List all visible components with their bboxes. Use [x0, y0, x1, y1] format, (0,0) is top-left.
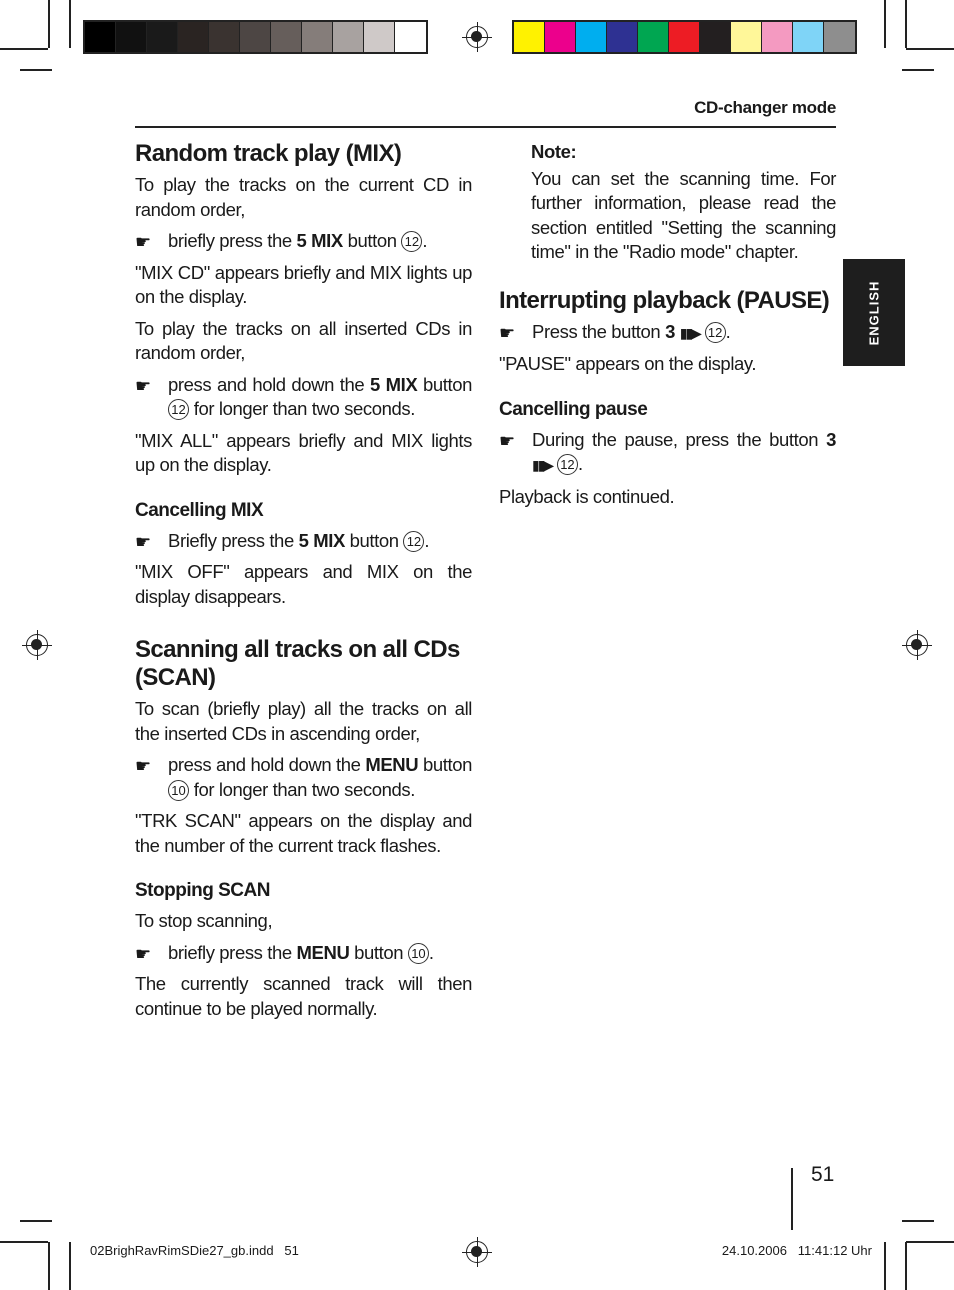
button-number-badge: 12 [705, 322, 726, 343]
crop-mark [902, 1220, 934, 1222]
crop-mark [0, 48, 48, 50]
color-swatch [85, 22, 116, 52]
color-swatch [178, 22, 209, 52]
crop-mark [906, 48, 954, 50]
section-title-pause: Interrupting playback (PAUSE) [499, 286, 830, 314]
color-swatch [700, 22, 731, 52]
button-number-badge: 12 [557, 454, 578, 475]
color-swatch [545, 22, 576, 52]
cancel-pause-step: ☛ During the pause, press the button 3 ▮▮▶ 12 . [499, 428, 836, 474]
color-swatch [638, 22, 669, 52]
mix-result-2: "MIX ALL" appears briefly and MIX lights up on the display. [135, 429, 472, 475]
note-box [499, 140, 836, 265]
crop-mark [69, 0, 71, 48]
crop-mark [20, 69, 52, 71]
print-timestamp: 24.10.2006 11:41:12 Uhr [721, 1243, 872, 1258]
color-swatch [147, 22, 178, 52]
header-rule [135, 126, 836, 128]
scan-step: ☛ press and hold down the MENU button 10 for longer than two seconds. [135, 754, 472, 800]
color-swatch [240, 22, 271, 52]
color-swatch [669, 22, 700, 52]
scan-intro: To scan (briefly play) all the tracks on all the inserted CDs in ascending order, [135, 698, 472, 744]
color-swatch [607, 22, 638, 52]
crop-mark [0, 1241, 48, 1243]
color-swatch [333, 22, 364, 52]
mix-intro: To play the tracks on the current CD in random order, [135, 174, 472, 220]
grey-calibration-bar [83, 20, 428, 54]
cancel-mix-step: ☛ Briefly press the 5 MIX button 12 . [135, 529, 472, 554]
pointing-hand-icon: ☛ [499, 322, 515, 343]
section-title-cancel-pause: Cancelling pause [499, 398, 648, 420]
stop-scan-step: ☛ briefly press the MENU button 10 . [135, 941, 472, 966]
stop-scan-result: The currently scanned track will then continue to be played normally. [135, 973, 472, 1019]
button-number-badge: 12 [168, 399, 189, 420]
cancel-mix-result: "MIX OFF" appears and MIX on the display disappears. [135, 561, 472, 607]
mix-result-1: "MIX CD" appears briefly and MIX lights up on the display. [135, 261, 472, 307]
color-swatch [116, 22, 147, 52]
crop-mark [902, 69, 934, 71]
pointing-hand-icon: ☛ [135, 232, 151, 252]
crop-mark [69, 1242, 71, 1290]
section-title-stop-scan: Stopping SCAN [135, 880, 270, 901]
pause-step: ☛ Press the button 3 ▮▮▶ 12 . [499, 320, 836, 346]
crop-mark [905, 0, 907, 48]
language-tab-label: ENGLISH [866, 280, 882, 345]
play-pause-icon: ▮▮▶ [532, 457, 553, 473]
button-number-badge: 12 [403, 531, 424, 552]
pointing-hand-icon: ☛ [135, 531, 151, 552]
note-title: Note: [531, 141, 577, 162]
color-swatch [762, 22, 793, 52]
section-title-cancel-mix: Cancelling MIX [135, 499, 264, 521]
color-swatch [793, 22, 824, 52]
cancel-pause-result: Playback is continued. [499, 485, 675, 507]
crop-mark [48, 0, 50, 48]
button-number-badge: 10 [408, 943, 429, 964]
crop-mark [906, 1241, 954, 1243]
running-head: CD-changer mode [694, 98, 836, 117]
color-swatch [731, 22, 762, 52]
color-swatch [302, 22, 333, 52]
color-swatch [824, 22, 855, 52]
pointing-hand-icon: ☛ [135, 375, 151, 396]
color-swatch [395, 22, 426, 52]
pause-result: "PAUSE" appears on the display. [499, 353, 757, 374]
mix-intro-2: To play the tracks on all inserted CDs in random order, [135, 317, 472, 363]
color-swatch [271, 22, 302, 52]
section-title-scan: Scanning all tracks on all CDs (SCAN) [135, 636, 460, 691]
button-number-badge: 12 [401, 231, 422, 252]
note-text: You can set the scanning time. For further information, please read the section entitled "Setting the scanning time" in the "Radio mode" chapter. [531, 167, 836, 262]
mix-step-2: ☛ press and hold down the 5 MIX button 12 for longer than two seconds. [135, 373, 473, 419]
color-swatch [209, 22, 240, 52]
file-info: 02BrighRavRimSDie27_gb.indd 51 [90, 1243, 299, 1258]
color-swatch [364, 22, 395, 52]
crop-mark [905, 1242, 907, 1290]
mix-step-1: ☛ briefly press the 5 MIX button 12 . [135, 229, 472, 254]
left-column [135, 140, 472, 1028]
stop-scan-intro: To stop scanning, [135, 910, 273, 931]
crop-mark [884, 0, 886, 48]
scan-result: "TRK SCAN" appears on the display and the number of the current track flashes. [135, 810, 472, 856]
language-tab [843, 259, 905, 366]
color-swatch [576, 22, 607, 52]
pointing-hand-icon: ☛ [499, 430, 515, 451]
right-column [499, 140, 836, 516]
crop-mark [48, 1242, 50, 1290]
pointing-hand-icon: ☛ [135, 756, 151, 776]
registration-mark-icon [466, 1241, 488, 1263]
section-title-mix: Random track play (MIX) [135, 140, 402, 167]
crop-mark [20, 1220, 52, 1222]
pointing-hand-icon: ☛ [135, 943, 151, 964]
page-number-rule [791, 1168, 793, 1230]
registration-mark-icon [906, 634, 928, 656]
color-swatch [514, 22, 545, 52]
play-pause-icon: ▮▮▶ [679, 324, 700, 341]
crop-mark [884, 1242, 886, 1290]
registration-mark-icon [26, 634, 48, 656]
color-calibration-bar [512, 20, 857, 54]
page-number: 51 [811, 1163, 835, 1186]
registration-mark-icon [466, 26, 488, 48]
button-number-badge: 10 [168, 780, 189, 801]
